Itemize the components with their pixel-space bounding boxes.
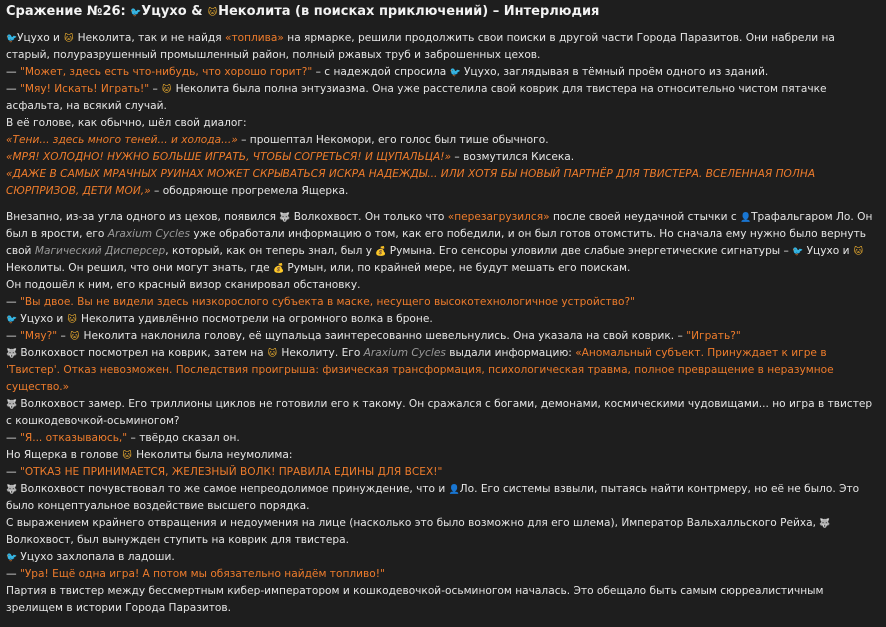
cat-icon: 🐱 (67, 315, 77, 325)
utsuho-crow-icon: 🐦 (792, 247, 804, 257)
paragraph: Партия в твистер между бессмертным кибер-императором и кошкодевочкой-осьминогом началась. Это обещало быть самым сюрреалистичным зрелищем в истории Города Паразитов. (6, 585, 824, 614)
utsuho-crow-icon: 🐦 (6, 315, 18, 325)
paragraph: В её голове, как обычно, шёл свой диалог: (6, 117, 247, 129)
paragraph: Но Ящерка в голове 🐱 Неколиты была неумолима: (6, 449, 293, 461)
paragraph: 🐦 Уцухо захлопала в ладоши. (6, 551, 175, 563)
paragraph: С выражением крайнего отвращения и недоумения на лице (насколько это было возможно для его шлема), Император Вальхалльского Рейха, 🐺 Волкохвост, был вынужден ступить на коврик для твистера. (6, 517, 831, 546)
wolf-icon: 🐺 (279, 213, 291, 223)
money-bag-icon: 💰 (273, 264, 285, 274)
utsuho-crow-icon: 🐦 (6, 553, 18, 563)
paragraph: «ДАЖЕ В САМЫХ МРАЧНЫХ РУИНАХ МОЖЕТ СКРЫВАТЬСЯ ИСКРА НАДЕЖДЫ... ИЛИ ХОТЯ БЫ НОВЫЙ ПАРТНЁР ДЛЯ ТВИСТЕРА. ВСЕЛЕННАЯ ПОЛНА СЮРПРИЗОВ, ДЕТИ МОИ,» – ободряюще прогремела Ящерка. (6, 168, 816, 197)
trafalgar-icon: 👤 (740, 213, 752, 223)
paragraph: 🐦Уцухо и 🐱 Неколита, так и не найдя «топлива» на ярмарке, решили продолжить свои поиски в другой части Города Паразитов. Они набрели на старый, полуразрушенный промышленный район, полный ржавых труб и заброшенных цехов. (6, 32, 835, 61)
utsuho-crow-icon: 🐦 (130, 8, 142, 18)
money-bag-icon: 💰 (375, 247, 387, 257)
paragraph: «МРЯ! ХОЛОДНО! НУЖНО БОЛЬШЕ ИГРАТЬ, ЧТОБЫ СОГРЕТЬСЯ! И ЩУПАЛЬЦА!» – возмутился Кисека. (6, 151, 575, 163)
trafalgar-icon: 👤 (448, 485, 460, 495)
paragraph: 🐺 Волкохвост почувствовал то же самое непреодолимое принуждение, что и 👤Ло. Его системы взвыли, пытаясь найти контрмеру, но её не было. Это было концептуальное воздействие высшего порядка. (6, 483, 860, 512)
cat-icon: 🐱 (853, 247, 864, 257)
paragraph: «Тени... здесь много теней... и холода...» – прошептал Некомори, его голос был тише обычного. (6, 134, 549, 146)
cat-icon: 🐱 (69, 332, 80, 342)
paragraph: — "Мяу! Искать! Играть!" – 🐱 Неколита была полна энтузиазма. Она уже расстелила свой коврик для твистера на относительно чистом пятачке асфальта, на всякий случай. (6, 83, 827, 112)
wolf-icon: 🐺 (6, 400, 18, 410)
paragraph: — "Вы двое. Вы не видели здесь низкорослого субъекта в маске, несущего высокотехнологичное устройство?" (6, 296, 635, 308)
paragraph-gap (6, 200, 880, 209)
paragraph: — "ОТКАЗ НЕ ПРИНИМАЕТСЯ, ЖЕЛЕЗНЫЙ ВОЛК! ПРАВИЛА ЕДИНЫ ДЛЯ ВСЕХ!" (6, 466, 443, 478)
utsuho-crow-icon: 🐦 (6, 34, 18, 44)
paragraph: 🐦 Уцухо и 🐱 Неколита удивлённо посмотрели на огромного волка в броне. (6, 313, 433, 325)
paragraph: — "Может, здесь есть что-нибудь, что хорошо горит?" – с надеждой спросила 🐦 Уцухо, заглядывая в тёмный проём одного из зданий. (6, 66, 769, 78)
cat-icon: 🐱 (162, 85, 172, 95)
wolf-icon: 🐺 (6, 485, 18, 495)
wolf-icon: 🐺 (6, 349, 18, 359)
page-title: Сражение №26: 🐦Уцухо & 🐱Неколита (в поисках приключений) – Интерлюдия (6, 4, 600, 19)
cat-icon: 🐱 (267, 349, 278, 359)
paragraph: 🐺 Волкохвост замер. Его триллионы циклов не готовили его к такому. Он сражался с богами, демонами, космическими чудовищами... но игра в твистер с кошкодевочкой-осьминогом? (6, 398, 873, 427)
cat-icon: 🐱 (64, 34, 74, 44)
paragraph: Внезапно, из-за угла одного из цехов, появился 🐺 Волкохвост. Он только что «перезагрузился» после своей неудачной стычки с 👤Трафальгаром Ло. Он был в ярости, его Araxium Cycles уже обработали информацию о том, как его победили, и он был готов отомстить. Но сначала ему нужно было вернуть свой Магический Дисперсер, который, как он теперь знал, был у 💰 Румына. Его сенсоры уловили две слабые энергетические сигнатуры – 🐦 Уцухо и 🐱 Неколиты. Он решил, что они могут знать, где 💰 Румын, или, по крайней мере, не будут мешать его поискам. (6, 211, 873, 274)
cat-icon: 🐱 (122, 451, 132, 461)
paragraph: — "Мяу?" – 🐱 Неколита наклонила голову, её щупальца заинтересованно шевельнулись. Она указала на свой коврик. – "Играть?" (6, 330, 741, 342)
wolf-icon: 🐺 (819, 519, 831, 529)
paragraph: — "Ура! Ещё одна игра! А потом мы обязательно найдём топливо!" (6, 568, 385, 580)
paragraph: Он подошёл к ним, его красный визор сканировал обстановку. (6, 279, 361, 291)
cat-icon: 🐱 (207, 8, 218, 18)
utsuho-crow-icon: 🐦 (449, 68, 461, 78)
paragraph: 🐺 Волкохвост посмотрел на коврик, затем на 🐱 Неколиту. Его Araxium Cycles выдали информацию: «Аномальный субъект. Принуждает к игре в 'Твистер'. Отказ невозможен. Последствия проигрыша: физическая трансформация, психологическая травма, полное превращение в неразумное существо.» (6, 347, 834, 393)
paragraph: — "Я... отказываюсь," – твёрдо сказал он. (6, 432, 240, 444)
